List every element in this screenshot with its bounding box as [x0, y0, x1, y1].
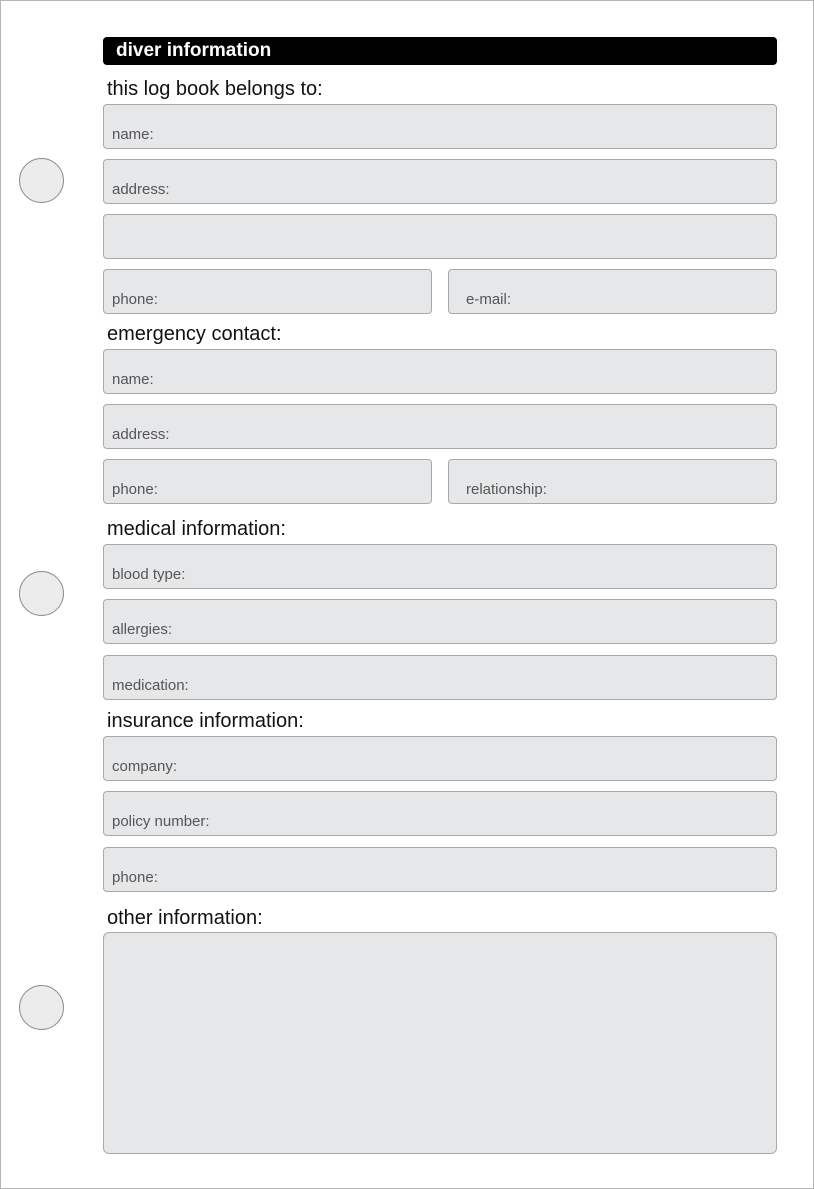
- emergency-relationship-field[interactable]: [448, 459, 777, 504]
- other-information-textarea[interactable]: [103, 932, 777, 1154]
- owner-phone-label: phone:: [112, 291, 158, 308]
- emergency-address-label: address:: [112, 426, 170, 443]
- owner-phone-field[interactable]: [103, 269, 432, 314]
- medication-field[interactable]: [103, 655, 777, 700]
- emergency-phone-label: phone:: [112, 481, 158, 498]
- emergency-heading: emergency contact:: [107, 323, 282, 345]
- emergency-address-field[interactable]: [103, 404, 777, 449]
- emergency-name-label: name:: [112, 371, 154, 388]
- other-heading: other information:: [107, 907, 263, 929]
- owner-name-field[interactable]: [103, 104, 777, 149]
- page-title: diver information: [103, 37, 777, 65]
- medical-heading: medical information:: [107, 518, 286, 540]
- owner-address-field[interactable]: [103, 159, 777, 204]
- allergies-label: allergies:: [112, 621, 173, 638]
- owner-address-label: address:: [112, 181, 170, 198]
- insurance-company-field[interactable]: [103, 736, 777, 781]
- medication-label: medication:: [112, 677, 189, 694]
- binder-hole-top: [19, 158, 64, 203]
- policy-number-label: policy number:: [112, 813, 210, 830]
- insurance-heading: insurance information:: [107, 710, 304, 732]
- owner-email-label: e-mail:: [466, 291, 512, 308]
- blood-type-field[interactable]: [103, 544, 777, 589]
- insurance-phone-field[interactable]: [103, 847, 777, 892]
- owner-heading: this log book belongs to:: [107, 78, 323, 100]
- emergency-name-field[interactable]: [103, 349, 777, 394]
- emergency-relationship-label: relationship:: [466, 481, 547, 498]
- binder-hole-bottom: [19, 985, 64, 1030]
- allergies-field[interactable]: [103, 599, 777, 644]
- owner-name-label: name:: [112, 126, 154, 143]
- emergency-phone-field[interactable]: [103, 459, 432, 504]
- insurance-phone-label: phone:: [112, 869, 158, 886]
- binder-hole-middle: [19, 571, 64, 616]
- insurance-company-label: company:: [112, 758, 178, 775]
- owner-address-line2-field[interactable]: [103, 214, 777, 259]
- policy-number-field[interactable]: [103, 791, 777, 836]
- owner-email-field[interactable]: [448, 269, 777, 314]
- blood-type-label: blood type:: [112, 566, 186, 583]
